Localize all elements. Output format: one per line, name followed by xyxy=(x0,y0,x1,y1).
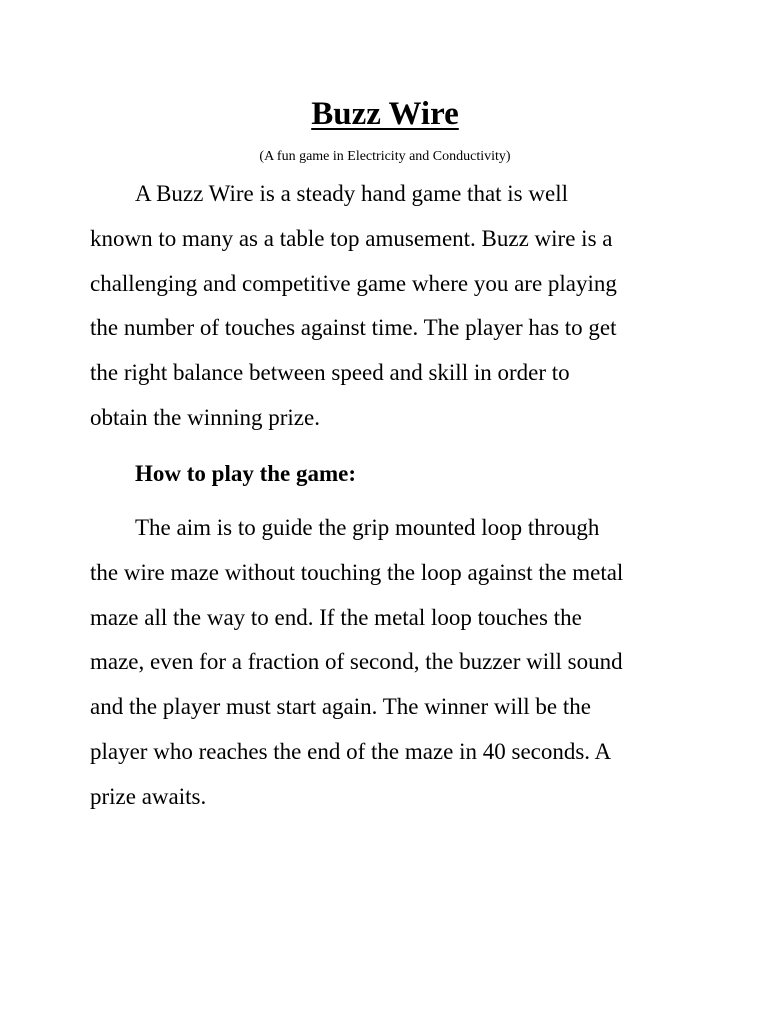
paragraph-line: The aim is to guide the grip mounted loop through xyxy=(135,515,600,540)
paragraph-line: obtain the winning prize. xyxy=(90,404,320,430)
intro-paragraph xyxy=(90,172,690,441)
rules-paragraph xyxy=(90,506,690,820)
paragraph-line: challenging and competitive game where you are playing xyxy=(90,270,617,296)
document-subtitle: (A fun game in Electricity and Conductivity) xyxy=(259,149,511,164)
document-title: Buzz Wire xyxy=(311,96,459,132)
paragraph-line: A Buzz Wire is a steady hand game that is well xyxy=(135,181,568,206)
section-heading: How to play the game: xyxy=(135,461,357,486)
paragraph-line: the wire maze without touching the loop against the metal xyxy=(90,559,624,585)
paragraph-line: maze, even for a fraction of second, the buzzer will sound xyxy=(90,649,623,675)
paragraph-line: and the player must start again. The winner will be the xyxy=(90,694,591,720)
paragraph-line: maze all the way to end. If the metal loop touches the xyxy=(90,604,582,630)
paragraph-line: player who reaches the end of the maze in 40 seconds. A xyxy=(90,738,612,764)
paragraph-line: known to many as a table top amusement. Buzz wire is a xyxy=(90,225,613,251)
paragraph-line: the number of touches against time. The player has to get xyxy=(90,315,617,341)
paragraph-line: prize awaits. xyxy=(90,783,207,809)
paragraph-line: the right balance between speed and skill in order to xyxy=(90,360,570,386)
